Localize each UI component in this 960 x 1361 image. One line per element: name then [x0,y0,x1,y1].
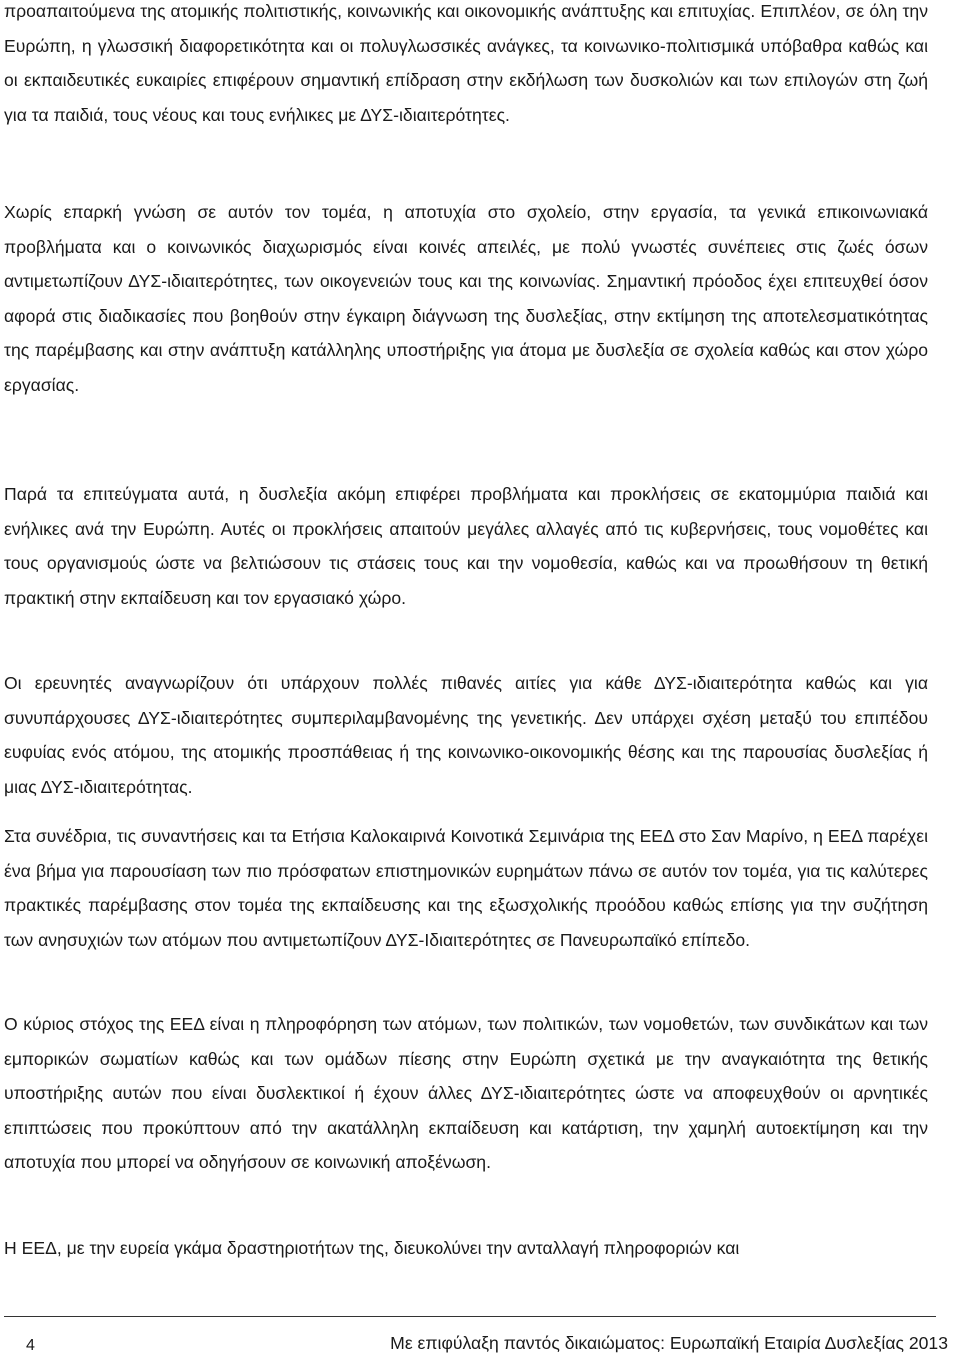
footer-divider [4,1316,936,1317]
paragraph-activities: Η ΕΕΔ, με την ευρεία γκάμα δραστηριοτήτων της, διευκολύνει την ανταλλαγή πληροφοριών και [4,1238,740,1258]
page-number: 4 [26,1337,35,1354]
paragraph-main-goal: Ο κύριος στόχος της ΕΕΔ είναι η πληροφόρηση των ατόμων, των πολιτικών, των νομοθετών, των συνδικάτων και των εμπορικών σωματίων καθώς και των ομάδων πίεσης στην Ευρώπη σχετικά με την αναγκαιότητα της θετικής υποστήριξης αυτών που είναι δυσλεκτικοί ή έχουν άλλες ΔΥΣ-ιδιαιτερότητες ώστε να αποφευχθούν οι αρνητικές επιπτώσεις που προκύπτουν από την ακατάλληλη εκπαίδευση και κατάρτιση, την χαμηλή αυτοεκτίμηση και την αποτυχία που μπορεί να οδηγήσουν σε κοινωνική αποξένωση. [4,1014,928,1173]
paragraph-knowledge-risks: Χωρίς επαρκή γνώση σε αυτόν τον τομέα, η αποτυχία στο σχολείο, στην εργασία, τα γενικά επικοινωνιακά προβλήματα και ο κοινωνικός διαχωρισμός είναι κοινές απειλές, με πολύ γνωστές συνέπειες στις ζωές όσων αντιμετωπίζουν ΔΥΣ-ιδιαιτερότητες, των οικογενειών τους και της κοινωνίας. Σημαντική πρόοδος έχει επιτευχθεί όσον αφορά στις διαδικασίες που βοηθούν στην έγκαιρη διάγνωση της δυσλεξίας, στην εκτίμηση της αποτελεσματικότητας της παρέμβασης και στην ανάπτυξη κατάλληλης υποστήριξης για άτομα με δυσλεξία σε σχολεία καθώς και στον χώρο εργασίας. [4,202,928,395]
paragraph-continuation: προαπαιτούμενα της ατομικής πολιτιστικής, κοινωνικής και οικονομικής ανάπτυξης και επιτυχίας. Επιπλέον, σε όλη την Ευρώπη, η γλωσσική διαφορετικότητα και οι πολυγλωσσικές ανάγκες, τα κοινωνικο-πολιτισμικά υπόβαθρα καθώς και οι εκπαιδευτικές ευκαιρίες επιφέρουν σημαντική επίδραση στην εκδήλωση των δυσκολιών και των επιλογών στη ζωή για τα παιδιά, τους νέους και τους ενήλικες με ΔΥΣ-ιδιαιτερότητες. [4,1,928,125]
paragraph-researchers: Οι ερευνητές αναγνωρίζουν ότι υπάρχουν πολλές πιθανές αιτίες για κάθε ΔΥΣ-ιδιαιτερότητα καθώς και για συνυπάρχουσες ΔΥΣ-ιδιαιτερότητες συμπεριλαμβανομένης της γενετικής. Δεν υπάρχει σχέση μεταξύ του επιπέδου ευφυίας ενός ατόμου, της ατομικής προσπάθειας ή της κοινωνικο-οικονομικής θέσης και της παρουσίας δυσλεξίας ή μιας ΔΥΣ-ιδιαιτερότητας. [4,673,928,797]
paragraph-achievements: Παρά τα επιτεύγματα αυτά, η δυσλεξία ακόμη επιφέρει προβλήματα και προκλήσεις σε εκατομμύρια παιδιά και ενήλικες ανά την Ευρώπη. Αυτές οι προκλήσεις απαιτούν μεγάλες αλλαγές από τις κυβερνήσεις, τους νομοθέτες και τους οργανισμούς ώστε να βελτιώσουν τις στάσεις τους και την νομοθεσία, καθώς και να προωθήσουν τη θετική πρακτική στην εκπαίδευση και τον εργασιακό χώρο. [4,484,928,608]
paragraph-conferences: Στα συνέδρια, τις συναντήσεις και τα Ετήσια Καλοκαιρινά Κοινοτικά Σεμινάρια της ΕΕΔ στο Σαν Μαρίνο, η ΕΕΔ παρέχει ένα βήμα για παρουσίαση των πιο πρόσφατων επιστημονικών ευρημάτων πάνω σε αυτόν τον τομέα, για τις καλύτερες πρακτικές παρέμβασης στον τομέα της εκπαίδευσης και της εξωσχολικής προόδου καθώς επίσης για την συζήτηση των ανησυχιών των ατόμων που αντιμετωπίζουν ΔΥΣ-Ιδιαιτερότητες σε Πανευρωπαϊκό επίπεδο. [4,826,928,950]
footer-copyright: Με επιφύλαξη παντός δικαιώματος: Ευρωπαϊκή Εταιρία Δυσλεξίας 2013 [390,1333,948,1353]
